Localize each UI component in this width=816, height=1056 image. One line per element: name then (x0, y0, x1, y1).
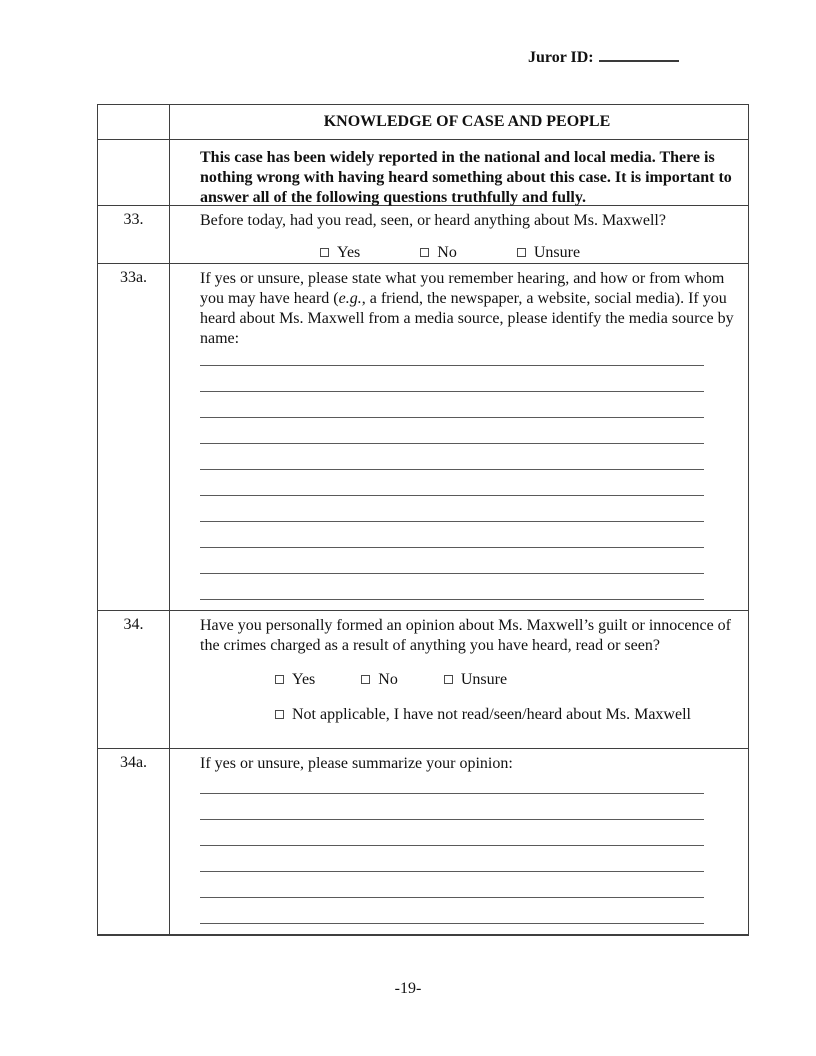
question-33-text: Before today, had you read, seen, or heard anything about Ms. Maxwell? (200, 212, 666, 229)
answer-line[interactable] (200, 392, 704, 418)
answer-line[interactable] (200, 366, 704, 392)
option-unsure-label: Unsure (533, 244, 581, 261)
option-no[interactable] (361, 670, 398, 690)
question-33-number: 33. (98, 206, 170, 263)
question-33a-number: 33a. (98, 264, 170, 610)
answer-line[interactable] (200, 351, 704, 366)
option-no[interactable] (420, 243, 457, 263)
question-row-34a (98, 749, 748, 934)
question-33-options (200, 243, 734, 263)
answer-line[interactable] (200, 418, 704, 444)
answer-line[interactable] (200, 444, 704, 470)
option-not-applicable[interactable] (200, 705, 734, 725)
answer-line[interactable] (200, 794, 704, 820)
eg-abbreviation: e.g. (338, 290, 362, 307)
question-row-34 (98, 611, 748, 749)
answer-lines-34a (200, 774, 704, 924)
checkbox-not-applicable-icon[interactable] (275, 710, 284, 719)
option-unsure[interactable] (517, 243, 580, 263)
checkbox-unsure-icon[interactable] (444, 675, 453, 684)
option-yes-label: Yes (292, 671, 316, 688)
answer-line[interactable] (200, 872, 704, 898)
option-not-applicable-label: Not applicable, I have not read/seen/heard about Ms. Maxwell (292, 706, 691, 723)
checkbox-unsure-icon[interactable] (517, 248, 526, 257)
juror-id-label: Juror ID: (528, 49, 594, 66)
answer-line[interactable] (200, 846, 704, 872)
juror-id-field[interactable] (599, 46, 679, 62)
question-34a-number: 34a. (98, 749, 170, 934)
option-unsure[interactable] (444, 670, 507, 690)
section-header-row (98, 105, 748, 140)
question-row-33 (98, 206, 748, 264)
answer-line[interactable] (200, 820, 704, 846)
checkbox-yes-icon[interactable] (320, 248, 329, 257)
question-34a-text: If yes or unsure, please summarize your opinion: (200, 755, 513, 772)
checkbox-no-icon[interactable] (361, 675, 370, 684)
juror-id (528, 46, 679, 67)
option-no-label: No (378, 671, 398, 688)
question-row-33a (98, 264, 748, 611)
answer-line[interactable] (200, 574, 704, 600)
empty-number-cell (98, 140, 170, 205)
section-title: KNOWLEDGE OF CASE AND PEOPLE (323, 113, 611, 130)
option-no-label: No (437, 244, 457, 261)
answer-line[interactable] (200, 522, 704, 548)
option-yes[interactable] (320, 243, 360, 263)
option-yes[interactable] (275, 670, 315, 690)
answer-line[interactable] (200, 898, 704, 924)
answer-line[interactable] (200, 774, 704, 794)
option-yes-label: Yes (337, 244, 361, 261)
question-34-options (200, 670, 734, 690)
question-34-number: 34. (98, 611, 170, 748)
empty-number-cell (98, 105, 170, 139)
checkbox-yes-icon[interactable] (275, 675, 284, 684)
questionnaire-table (97, 104, 749, 936)
answer-line[interactable] (200, 496, 704, 522)
question-34-text: Have you personally formed an opinion about Ms. Maxwell’s guilt or innocence of the crimes charged as a result of anything you have heard, read or seen? (200, 617, 731, 654)
question-33a-text: If yes or unsure, please state what you remember hearing, and how or from whom you may have heard (e.g., a friend, the newspaper, a website, social media). If you heard about Ms. Maxwell from a media source, please identify the media source by name: (200, 270, 734, 347)
section-intro-row (98, 140, 748, 206)
answer-line[interactable] (200, 470, 704, 496)
answer-line[interactable] (200, 548, 704, 574)
section-intro-text: This case has been widely reported in the national and local media. There is nothing wrong with having heard something about this case. It is important to answer all of the following questions truthfully and fully. (200, 149, 732, 206)
page-number: -19- (394, 980, 422, 997)
checkbox-no-icon[interactable] (420, 248, 429, 257)
option-unsure-label: Unsure (460, 671, 508, 688)
answer-lines-33a (200, 351, 704, 600)
